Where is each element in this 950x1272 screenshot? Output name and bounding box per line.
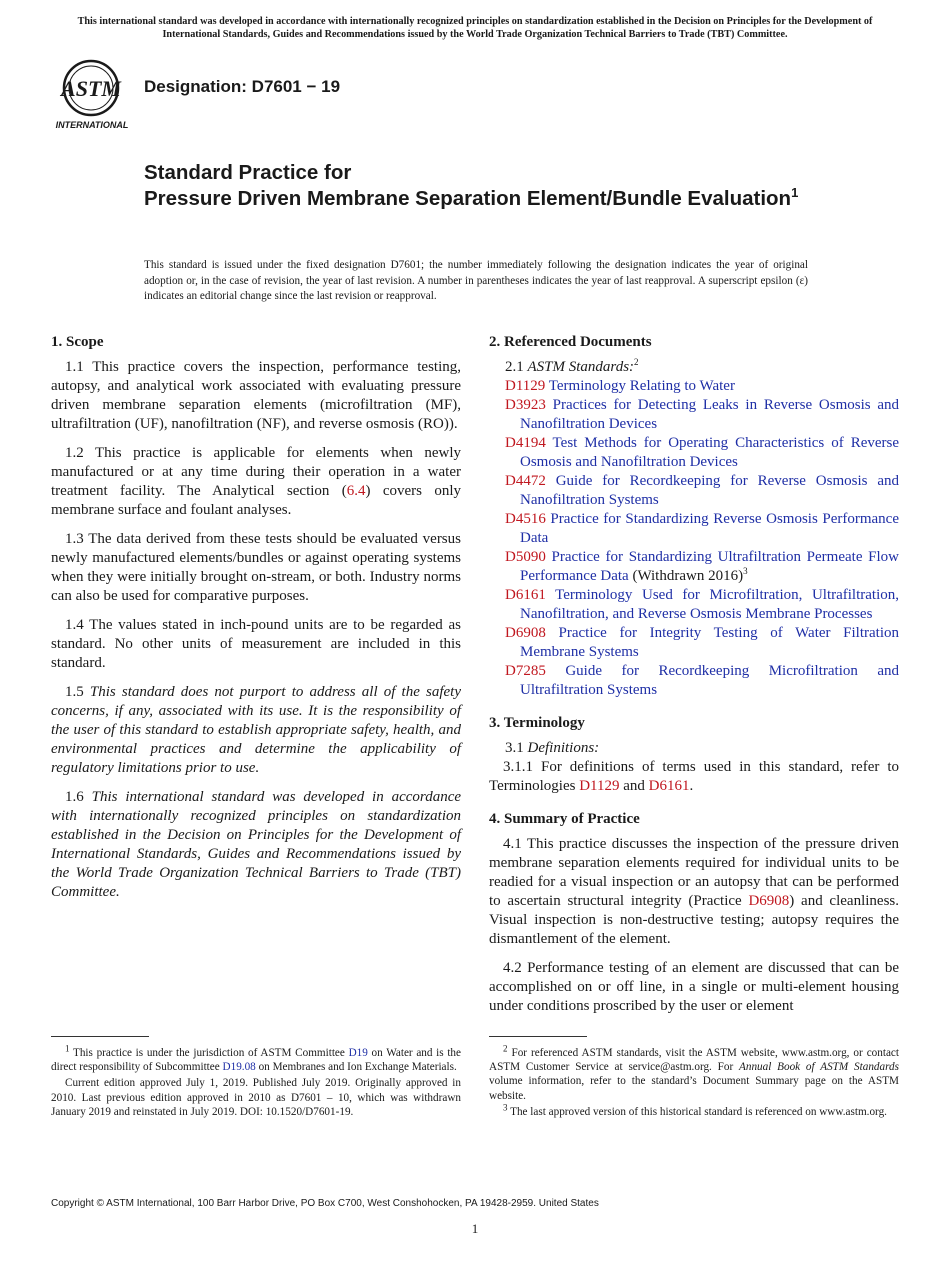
logo-text: INTERNATIONAL <box>55 120 129 130</box>
footnote-rule-right <box>489 1036 587 1037</box>
section-link-6-4[interactable]: 6.4 <box>346 483 366 499</box>
page-number: 1 <box>471 1221 479 1236</box>
reference-item <box>489 548 899 586</box>
summary-heading: 4. Summary of Practice <box>489 811 640 827</box>
reference-item <box>489 510 899 548</box>
astm-logo <box>54 58 134 132</box>
reference-title-link[interactable]: Practice for Standardizing Reverse Osmosis Performance Data <box>520 511 899 546</box>
terminology-3-1: 3.1 Definitions: <box>505 740 600 756</box>
references-heading: 2. Referenced Documents <box>489 334 652 350</box>
terminology-heading: 3. Terminology <box>489 715 585 731</box>
reference-code-link[interactable]: D5090 <box>505 549 546 565</box>
reference-code-link[interactable]: D4194 <box>505 435 546 451</box>
summary-4-2: 4.2 Performance testing of an element are discussed that can be accomplished on or off line, in a single or multi-element housing under conditions proscribed by the user or element <box>489 960 899 1014</box>
scope-1-4: 1.4 The values stated in inch-pound units are to be regarded as standard. No other units of measurement are included in this standard. <box>51 617 461 671</box>
reference-code-link[interactable]: D1129 <box>505 378 546 394</box>
reference-code-link[interactable]: D7285 <box>505 663 546 679</box>
reference-title-link[interactable]: Test Methods for Operating Characteristics of Reverse Osmosis and Nanofiltration Devices <box>520 435 899 470</box>
reference-title-link[interactable]: Terminology Used for Microfiltration, Ultrafiltration, Nanofiltration, and Reverse Osmosis Membrane Processes <box>520 587 899 622</box>
title-line2: Pressure Driven Membrane Separation Element/Bundle Evaluation$^1$ <box>144 184 799 210</box>
reference-note-mark: 3 <box>743 566 748 576</box>
top-note: This international standard was developed in accordance with internationally recognized principles on standardization established in the Decision on Principles for the Development of International Standards, Guides and Recommendations issued by the World Trade Organization Technical Barriers to Trade (TBT) Committee. <box>77 16 873 40</box>
reference-title-link[interactable]: Practices for Detecting Leaks in Reverse Osmosis and Nanofiltration Devices <box>520 397 899 432</box>
scope-heading: 1. Scope <box>51 334 104 350</box>
footnote-1-edition: Current edition approved July 1, 2019. Published July 2019. Originally approved in 2010. Last previous edition approved in 2010 as D7601 – 10, which was withdrawn January 2019 and reinstated in July 2019. DOI: 10.1520/D7601-19. <box>51 1077 461 1118</box>
reference-item <box>489 377 899 396</box>
footnote-1: $^1$ This practice is under the jurisdiction of ASTM Committee D19 on Water and is the direct responsibility of Subcommittee D19.08 on Membranes and Ion Exchange Materials. <box>51 1043 461 1074</box>
link-d6161[interactable]: D6161 <box>648 778 690 794</box>
link-d19-08[interactable]: D19.08 <box>222 1061 256 1074</box>
scope-1-2: 1.2 This practice is applicable for elements when newly manufactured or at any time during their operation in a water treatment facility. The Analytical section (6.4) covers only membrane surface and foulant analyses. <box>51 445 462 518</box>
copyright: Copyright © ASTM International, 100 Barr Harbor Drive, PO Box C700, West Conshohocken, PA 19428-2959. United States <box>51 1198 599 1209</box>
astm-standards-label: 2.1 ASTM Standards:$^2$ <box>505 357 639 375</box>
reference-item <box>489 396 899 434</box>
link-d19[interactable]: D19 <box>348 1047 368 1059</box>
right-column <box>489 333 899 1026</box>
reference-title-link[interactable]: Guide for Recordkeeping for Reverse Osmosis and Nanofiltration Systems <box>520 473 899 508</box>
footnote-3: $^3$ The last approved version of this historical standard is referenced on www.astm.org. <box>503 1102 887 1118</box>
reference-code-link[interactable]: D4472 <box>505 473 546 489</box>
reference-item <box>489 624 899 662</box>
footnotes-right <box>489 1043 899 1121</box>
reference-item <box>489 472 899 510</box>
link-d6908[interactable]: D6908 <box>748 893 790 909</box>
reference-code-link[interactable]: D3923 <box>505 397 546 413</box>
reference-list <box>489 377 899 700</box>
left-column <box>51 333 461 912</box>
document-title <box>144 160 864 211</box>
designation: Designation: D7601 − 19 <box>144 77 341 96</box>
reference-note: (Withdrawn 2016) <box>628 568 744 584</box>
reference-code-link[interactable]: D6908 <box>505 625 546 641</box>
scope-1-6: 1.6 This international standard was developed in accordance with internationally recognized principles on standardization established in the Decision on Principles for the Development of International Standards, Guides and Recommendations issued by the World Trade Organization Technical Barriers to Trade (TBT) Committee. <box>51 789 462 900</box>
scope-1-5: 1.5 This standard does not purport to address all of the safety concerns, if any, associated with its use. It is the responsibility of the user of this standard to establish appropriate safety, health, and environmental practices and determine the applicability of regulatory limitations prior to use. <box>51 684 462 776</box>
footnote-2: $^2$ For referenced ASTM standards, visit the ASTM website, www.astm.org, or contact ASTM Customer Service at service@astm.org. For Annual Book of ASTM Standards volume information, refer to the standard’s Document Summary page on the ASTM website. <box>489 1043 899 1102</box>
title-line1: Standard Practice for <box>144 161 352 184</box>
footnotes-left <box>51 1043 461 1121</box>
issued-note: This standard is issued under the fixed designation D7601; the number immediately following the designation indicates the year of original adoption or, in the case of revision, the year of last revision. A number in parentheses indicates the year of last reapproval. A superscript epsilon (ε) indicates an editorial change since the last revision or reapproval. <box>144 259 808 302</box>
scope-1-1: 1.1 This practice covers the inspection, performance testing, autopsy, and analytical work associated with evaluating pressure driven membrane separation elements (microfiltration (MF), ultrafiltration (UF), nanofiltration (NF), and reverse osmosis (RO)). <box>51 359 461 432</box>
logo-letters: ASTM <box>61 76 121 101</box>
title-footnote-mark: 1 <box>791 184 799 200</box>
footnote-rule-left <box>51 1036 149 1037</box>
reference-title-link[interactable]: Guide for Recordkeeping Microfiltration and Ultrafiltration Systems <box>520 663 900 698</box>
reference-title-link[interactable]: Practice for Standardizing Ultrafiltration Permeate Flow Performance Data <box>520 549 900 584</box>
reference-code-link[interactable]: D6161 <box>505 587 546 603</box>
reference-title-link[interactable]: Terminology Relating to Water <box>548 378 735 394</box>
reference-item <box>489 586 899 624</box>
terminology-3-1-1: 3.1.1 For definitions of terms used in this standard, refer to Terminologies D1129 and D6161. <box>489 759 899 794</box>
reference-title-link[interactable]: Practice for Integrity Testing of Water Filtration Membrane Systems <box>520 625 900 660</box>
reference-code-link[interactable]: D4516 <box>505 511 546 527</box>
scope-1-3: 1.3 The data derived from these tests should be evaluated versus newly manufactured elements/bundles or against operating systems when they were initially brought on-stream, or both. Industry norms can also be used for comparative purposes. <box>51 531 461 604</box>
summary-4-1: 4.1 This practice discusses the inspection of the pressure driven membrane separation elements required for individual units to be readied for a visual inspection or an autopsy that can be performed to ascertain structural integrity (Practice D6908) and cleanliness. Visual inspection is non-destructive testing; autopsy requires the dismantlement of the element. <box>489 836 899 947</box>
reference-item <box>489 662 899 700</box>
reference-item <box>489 434 899 472</box>
link-d1129[interactable]: D1129 <box>579 778 620 794</box>
